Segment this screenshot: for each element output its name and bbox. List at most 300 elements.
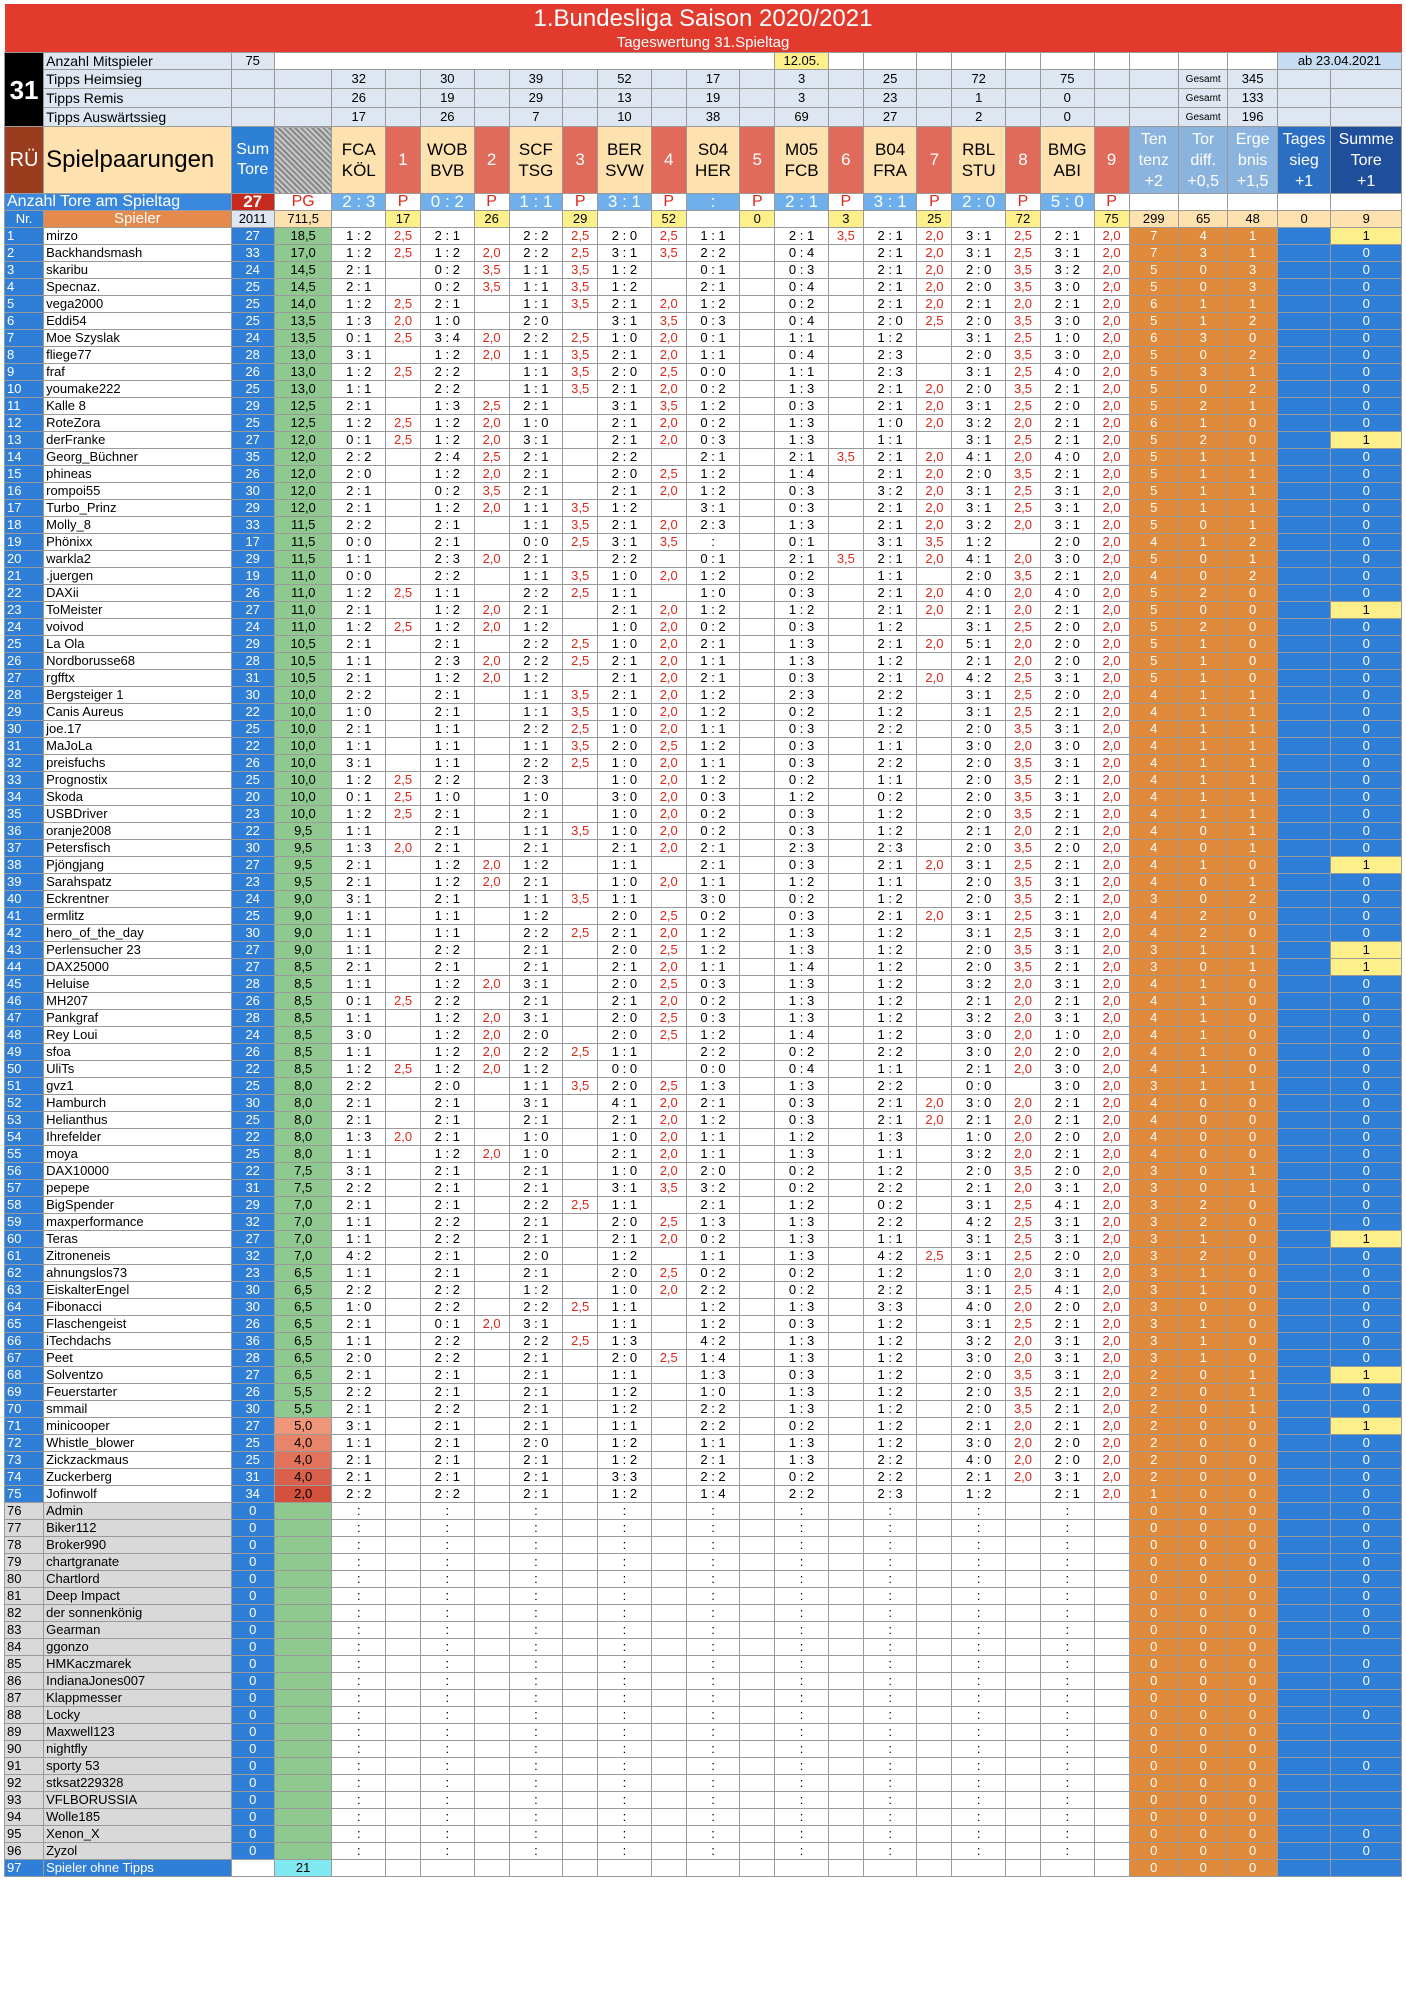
ergebnis-count: 0 — [1228, 1537, 1277, 1554]
ergebnis-count: 0 — [1228, 1197, 1277, 1214]
tagessieg — [1277, 1061, 1331, 1078]
tip-m1: 2 : 1 — [332, 1469, 386, 1486]
tip-points-m8 — [1005, 1554, 1040, 1571]
tip-points-m7: 2,0 — [917, 296, 952, 313]
player-row — [5, 925, 1402, 942]
tip-points-m6 — [828, 1469, 863, 1486]
player-points — [274, 1588, 332, 1605]
player-sum-tore: 26 — [231, 1384, 274, 1401]
tip-points-m8: 2,5 — [1005, 619, 1040, 636]
summe-tore-bonus: 0 — [1331, 1044, 1402, 1061]
tip-m7: : — [863, 1758, 917, 1775]
ergebnis-count: 1 — [1228, 823, 1277, 840]
tip-points-m2 — [474, 1656, 509, 1673]
tip-m9: 2 : 1 — [1040, 704, 1094, 721]
tip-points-m9: 2,0 — [1094, 942, 1129, 959]
tip-points-m4 — [651, 1758, 686, 1775]
tip-points-m2 — [474, 1826, 509, 1843]
tip-m7: 1 : 2 — [863, 1027, 917, 1044]
tip-points-m6 — [828, 296, 863, 313]
blank-cell — [651, 1860, 686, 1877]
tip-m3: 1 : 1 — [509, 823, 563, 840]
tip-points-m7: 2,0 — [917, 1112, 952, 1129]
player-sum-tore: 25 — [231, 313, 274, 330]
player-sum-tore: 25 — [231, 908, 274, 925]
tip-points-m9: 2,0 — [1094, 789, 1129, 806]
tip-points-m1 — [386, 721, 421, 738]
tip-points-m6 — [828, 857, 863, 874]
tip-points-m1 — [386, 1316, 421, 1333]
tip-points-m1: 2,5 — [386, 245, 421, 262]
tip-points-m1 — [386, 687, 421, 704]
tip-m9: 3 : 1 — [1040, 670, 1094, 687]
player-rank: 15 — [5, 466, 44, 483]
tip-points-m4 — [651, 585, 686, 602]
blank-cell — [828, 70, 863, 89]
tip-m4: 2 : 0 — [598, 942, 652, 959]
tip-m5: 1 : 3 — [686, 1078, 740, 1095]
player-row — [5, 823, 1402, 840]
tip-points-m8: 2,0 — [1005, 1129, 1040, 1146]
tip-points-m2 — [474, 228, 509, 245]
blank-cell — [1277, 108, 1331, 127]
tip-points-m6 — [828, 1197, 863, 1214]
tip-points-m9: 2,0 — [1094, 602, 1129, 619]
tip-points-m6 — [828, 1095, 863, 1112]
player-sum-tore: 30 — [231, 687, 274, 704]
tip-m2: 1 : 0 — [421, 789, 475, 806]
tip-points-m3 — [563, 1588, 598, 1605]
summe-tore-bonus: 0 — [1331, 1316, 1402, 1333]
tip-points-m8: 2,0 — [1005, 1265, 1040, 1282]
tipps-heimsieg-m7: 25 — [863, 70, 917, 89]
tip-points-m5 — [740, 262, 775, 279]
player-row — [5, 1418, 1402, 1435]
tip-m2: 1 : 1 — [421, 585, 475, 602]
tip-points-m1 — [386, 517, 421, 534]
tip-points-m4 — [651, 1690, 686, 1707]
tip-m3: 1 : 1 — [509, 364, 563, 381]
tip-m8: 2 : 0 — [952, 840, 1006, 857]
tagessieg — [1277, 1639, 1331, 1656]
tordiff-count: 0 — [1178, 1843, 1227, 1860]
player-name: ggonzo — [44, 1639, 231, 1656]
player-row — [5, 704, 1402, 721]
tip-points-m6 — [828, 823, 863, 840]
tordiff-count: 0 — [1178, 1146, 1227, 1163]
summe-tore-bonus: 0 — [1331, 245, 1402, 262]
tip-m2: 1 : 2 — [421, 670, 475, 687]
player-row — [5, 432, 1402, 449]
tip-m2: 2 : 2 — [421, 364, 475, 381]
tendenz-count: 2 — [1129, 1469, 1178, 1486]
blank-cell — [332, 211, 386, 228]
tagessieg — [1277, 806, 1331, 823]
tip-points-m8 — [1005, 1673, 1040, 1690]
tip-m3: 2 : 1 — [509, 1469, 563, 1486]
tip-points-m8: 3,5 — [1005, 891, 1040, 908]
ergebnis-count: 1 — [1228, 942, 1277, 959]
tip-points-m3: 3,5 — [563, 381, 598, 398]
tip-m9: : — [1040, 1537, 1094, 1554]
tip-m2: : — [421, 1809, 475, 1826]
tip-m5: 1 : 0 — [686, 585, 740, 602]
tip-m6: : — [775, 1843, 829, 1860]
tip-m7: 2 : 1 — [863, 398, 917, 415]
tip-points-m1 — [386, 1503, 421, 1520]
tip-points-m4: 2,0 — [651, 687, 686, 704]
ergebnis-count: 0 — [1228, 1520, 1277, 1537]
blank-cell — [1331, 1860, 1402, 1877]
tip-points-m2 — [474, 959, 509, 976]
tip-m3: 2 : 1 — [509, 1163, 563, 1180]
player-name: ahnungslos73 — [44, 1265, 231, 1282]
tip-points-m9: 2,0 — [1094, 908, 1129, 925]
tip-m2: : — [421, 1639, 475, 1656]
tip-points-m7 — [917, 1044, 952, 1061]
player-sum-tore: 32 — [231, 1214, 274, 1231]
tip-points-m3 — [563, 857, 598, 874]
summe-tore-bonus: 0 — [1331, 1605, 1402, 1622]
tip-points-m5 — [740, 1690, 775, 1707]
player-name: DAXii — [44, 585, 231, 602]
tip-m6: : — [775, 1622, 829, 1639]
tipps-heimsieg-m4: 52 — [598, 70, 652, 89]
tip-m9: 2 : 1 — [1040, 806, 1094, 823]
tip-points-m3 — [563, 1418, 598, 1435]
tip-m6: 0 : 3 — [775, 806, 829, 823]
tendenz-count: 0 — [1129, 1826, 1178, 1843]
tagessieg — [1277, 602, 1331, 619]
tip-points-m4 — [651, 1520, 686, 1537]
tip-points-m4 — [651, 1571, 686, 1588]
tordiff-count: 3 — [1178, 330, 1227, 347]
player-points: 11,5 — [274, 517, 332, 534]
match-number-2: 2 — [474, 127, 509, 194]
tip-m1: : — [332, 1520, 386, 1537]
tip-m3: 1 : 1 — [509, 891, 563, 908]
match-6: M05 FCB — [775, 127, 829, 194]
blank-cell — [274, 70, 332, 89]
ergebnis-count: 0 — [1228, 1350, 1277, 1367]
tip-m4: 2 : 0 — [598, 1027, 652, 1044]
tip-points-m7 — [917, 364, 952, 381]
tip-points-m1 — [386, 636, 421, 653]
tip-m1: 3 : 1 — [332, 1418, 386, 1435]
tip-points-m7 — [917, 653, 952, 670]
tip-points-m3: 2,5 — [563, 636, 598, 653]
tip-m1: 1 : 2 — [332, 296, 386, 313]
player-row — [5, 1061, 1402, 1078]
player-points: 10,5 — [274, 653, 332, 670]
ergebnis-count: 0 — [1228, 908, 1277, 925]
tip-points-m5 — [740, 857, 775, 874]
tordiff-count: 0 — [1178, 1299, 1227, 1316]
tip-points-m3 — [563, 993, 598, 1010]
tip-m1: 1 : 1 — [332, 976, 386, 993]
tip-points-m4: 2,0 — [651, 755, 686, 772]
tip-m3: 2 : 1 — [509, 806, 563, 823]
player-points: 7,0 — [274, 1248, 332, 1265]
tip-m1: : — [332, 1571, 386, 1588]
tip-points-m1 — [386, 1537, 421, 1554]
tip-m9: : — [1040, 1724, 1094, 1741]
tip-m7: 2 : 2 — [863, 1214, 917, 1231]
tendenz-count: 5 — [1129, 551, 1178, 568]
player-points — [274, 1707, 332, 1724]
tip-m9: 4 : 0 — [1040, 585, 1094, 602]
tip-points-m3: 3,5 — [563, 364, 598, 381]
player-rank: 72 — [5, 1435, 44, 1452]
tip-m1: : — [332, 1741, 386, 1758]
blank-cell — [917, 108, 952, 127]
tip-m4: 1 : 2 — [598, 262, 652, 279]
tip-m4: 1 : 1 — [598, 1197, 652, 1214]
player-points: 2,0 — [274, 1486, 332, 1503]
player-name: MaJoLa — [44, 738, 231, 755]
tendenz-count: 5 — [1129, 483, 1178, 500]
tip-m1: : — [332, 1673, 386, 1690]
tip-m6: 0 : 2 — [775, 772, 829, 789]
tendenz-count: 4 — [1129, 704, 1178, 721]
tip-m9: 2 : 1 — [1040, 1486, 1094, 1503]
summe-tore-bonus: 1 — [1331, 432, 1402, 449]
tip-m9: : — [1040, 1605, 1094, 1622]
tip-m1: 0 : 1 — [332, 330, 386, 347]
tip-m6: 1 : 3 — [775, 381, 829, 398]
tip-m4: 2 : 1 — [598, 993, 652, 1010]
tip-m7: 2 : 2 — [863, 1469, 917, 1486]
tip-points-m3 — [563, 1724, 598, 1741]
player-row — [5, 619, 1402, 636]
tip-m8: 3 : 1 — [952, 857, 1006, 874]
tip-m2: : — [421, 1503, 475, 1520]
tip-points-m1 — [386, 1690, 421, 1707]
tip-points-m7 — [917, 1605, 952, 1622]
tip-m5: 1 : 4 — [686, 1350, 740, 1367]
tip-m9: : — [1040, 1826, 1094, 1843]
tip-m8: : — [952, 1758, 1006, 1775]
tip-m1: 2 : 2 — [332, 1282, 386, 1299]
tip-points-m4 — [651, 1554, 686, 1571]
tordiff-count: 0 — [1178, 1656, 1227, 1673]
player-sum-tore: 25 — [231, 1112, 274, 1129]
tip-m2: 1 : 1 — [421, 908, 475, 925]
valid-from-date: ab 23.04.2021 — [1277, 53, 1401, 70]
tip-points-m1 — [386, 279, 421, 296]
tip-m5: 1 : 1 — [686, 874, 740, 891]
tip-points-m3 — [563, 1571, 598, 1588]
tip-m5: 0 : 2 — [686, 415, 740, 432]
tip-points-m8: 2,5 — [1005, 500, 1040, 517]
tagessieg — [1277, 1469, 1331, 1486]
tagessieg — [1277, 1078, 1331, 1095]
tip-m7: 1 : 2 — [863, 1163, 917, 1180]
blank-cell — [651, 89, 686, 108]
tip-points-m9: 2,0 — [1094, 1418, 1129, 1435]
summe-tore-bonus: 1 — [1331, 1367, 1402, 1384]
tip-m9: 2 : 0 — [1040, 1044, 1094, 1061]
tip-points-m1 — [386, 857, 421, 874]
tip-points-m9: 2,0 — [1094, 500, 1129, 517]
tip-points-m9: 2,0 — [1094, 1129, 1129, 1146]
player-row — [5, 1367, 1402, 1384]
player-points: 9,0 — [274, 891, 332, 908]
player-rank: 47 — [5, 1010, 44, 1027]
tip-points-m7 — [917, 925, 952, 942]
player-name: Phönixx — [44, 534, 231, 551]
tip-m8: 3 : 0 — [952, 1095, 1006, 1112]
blank-cell — [1040, 211, 1094, 228]
tip-points-m1 — [386, 551, 421, 568]
tip-points-m3: 2,5 — [563, 1333, 598, 1350]
tip-m3: : — [509, 1622, 563, 1639]
tip-points-m3 — [563, 1792, 598, 1809]
tip-m8: : — [952, 1707, 1006, 1724]
player-name: rompoi55 — [44, 483, 231, 500]
points-m7: 25 — [917, 211, 952, 228]
player-points — [274, 1690, 332, 1707]
tip-m7: : — [863, 1826, 917, 1843]
ergebnis-count: 0 — [1228, 1214, 1277, 1231]
tip-points-m8: 2,0 — [1005, 602, 1040, 619]
tip-points-m2 — [474, 1214, 509, 1231]
player-name: Chartlord — [44, 1571, 231, 1588]
tip-points-m7 — [917, 1061, 952, 1078]
tip-m7: 4 : 2 — [863, 1248, 917, 1265]
tip-points-m2: 2,0 — [474, 1061, 509, 1078]
summe-tore-bonus: 0 — [1331, 415, 1402, 432]
player-name: hero_of_the_day — [44, 925, 231, 942]
tip-m5: 2 : 2 — [686, 1044, 740, 1061]
tagessieg — [1277, 1333, 1331, 1350]
tordiff-count: 0 — [1178, 1129, 1227, 1146]
tip-m9: : — [1040, 1520, 1094, 1537]
tendenz-count: 7 — [1129, 245, 1178, 262]
tip-points-m8 — [1005, 1826, 1040, 1843]
tip-m2: 2 : 2 — [421, 1231, 475, 1248]
tendenz-count: 4 — [1129, 1044, 1178, 1061]
ergebnis-count: 0 — [1228, 925, 1277, 942]
player-row — [5, 262, 1402, 279]
tip-points-m6 — [828, 517, 863, 534]
tip-m5: 0 : 2 — [686, 1265, 740, 1282]
tip-points-m9: 2,0 — [1094, 568, 1129, 585]
tip-points-m6 — [828, 1452, 863, 1469]
tagessieg — [1277, 1690, 1331, 1707]
tip-points-m6 — [828, 1231, 863, 1248]
tip-points-m4 — [651, 1486, 686, 1503]
tip-m4: 1 : 0 — [598, 806, 652, 823]
tip-m5: : — [686, 1690, 740, 1707]
tip-points-m7: 3,5 — [917, 534, 952, 551]
tip-m1: 3 : 1 — [332, 1163, 386, 1180]
tip-m1: 1 : 1 — [332, 925, 386, 942]
tip-points-m3 — [563, 1350, 598, 1367]
tip-points-m1 — [386, 1724, 421, 1741]
tip-m8: 3 : 1 — [952, 432, 1006, 449]
tip-m5: 2 : 1 — [686, 670, 740, 687]
tip-m3: 2 : 2 — [509, 653, 563, 670]
tendenz-count: 0 — [1129, 1809, 1178, 1826]
player-name: Teras — [44, 1231, 231, 1248]
tip-points-m1: 2,5 — [386, 619, 421, 636]
tip-m1: : — [332, 1826, 386, 1843]
player-rank: 87 — [5, 1690, 44, 1707]
blank-cell — [1129, 70, 1178, 89]
player-points: 12,5 — [274, 398, 332, 415]
tip-m8: 3 : 1 — [952, 1316, 1006, 1333]
tip-points-m5 — [740, 1163, 775, 1180]
tordiff-count: 1 — [1178, 534, 1227, 551]
tip-m7: 1 : 1 — [863, 432, 917, 449]
tip-points-m2 — [474, 1299, 509, 1316]
tip-m5: 2 : 3 — [686, 517, 740, 534]
tordiff-count: 0 — [1178, 1724, 1227, 1741]
player-rank: 42 — [5, 925, 44, 942]
summe-tore-bonus: 0 — [1331, 976, 1402, 993]
player-sum-tore: 26 — [231, 755, 274, 772]
tendenz-count: 7 — [1129, 228, 1178, 245]
tendenz-count: 4 — [1129, 874, 1178, 891]
tip-m4: : — [598, 1554, 652, 1571]
tip-m9: : — [1040, 1656, 1094, 1673]
tip-m3: 2 : 2 — [509, 1333, 563, 1350]
tordiff-count: 0 — [1178, 517, 1227, 534]
summe-tore-bonus: 0 — [1331, 1503, 1402, 1520]
tip-points-m8: 3,5 — [1005, 1367, 1040, 1384]
player-points: 11,0 — [274, 619, 332, 636]
player-rank: 44 — [5, 959, 44, 976]
tip-points-m7 — [917, 330, 952, 347]
ergebnis-count: 0 — [1228, 857, 1277, 874]
player-row — [5, 857, 1402, 874]
tip-points-m6 — [828, 1112, 863, 1129]
tip-m4: 3 : 3 — [598, 1469, 652, 1486]
tendenz-count: 0 — [1129, 1503, 1178, 1520]
tip-points-m3: 2,5 — [563, 755, 598, 772]
tip-m6: 1 : 3 — [775, 1333, 829, 1350]
tip-m7: 2 : 1 — [863, 466, 917, 483]
tip-m8: 3 : 1 — [952, 925, 1006, 942]
tipps-auswaertssieg-m4: 10 — [598, 108, 652, 127]
blank-cell — [1005, 70, 1040, 89]
tip-m3: 1 : 0 — [509, 415, 563, 432]
tip-points-m9: 2,0 — [1094, 1214, 1129, 1231]
player-row — [5, 1282, 1402, 1299]
tip-m8: 3 : 1 — [952, 228, 1006, 245]
blank-cell — [1094, 1860, 1129, 1877]
tip-points-m4 — [651, 1537, 686, 1554]
player-points: 8,5 — [274, 1010, 332, 1027]
tip-m5: 1 : 2 — [686, 738, 740, 755]
tip-points-m5 — [740, 415, 775, 432]
player-rank: 77 — [5, 1520, 44, 1537]
blank-cell — [1005, 89, 1040, 108]
tagessieg — [1277, 1792, 1331, 1809]
tip-m5: 1 : 1 — [686, 755, 740, 772]
player-name: Gearman — [44, 1622, 231, 1639]
tip-m1: : — [332, 1809, 386, 1826]
tip-points-m1: 2,5 — [386, 228, 421, 245]
tip-points-m1 — [386, 534, 421, 551]
tipps-remis-m6: 3 — [775, 89, 829, 108]
ergebnis-count: 3 — [1228, 279, 1277, 296]
tip-m9: 3 : 1 — [1040, 1350, 1094, 1367]
tip-m7: 2 : 1 — [863, 296, 917, 313]
tip-points-m4: 2,0 — [651, 823, 686, 840]
tip-m1: : — [332, 1690, 386, 1707]
